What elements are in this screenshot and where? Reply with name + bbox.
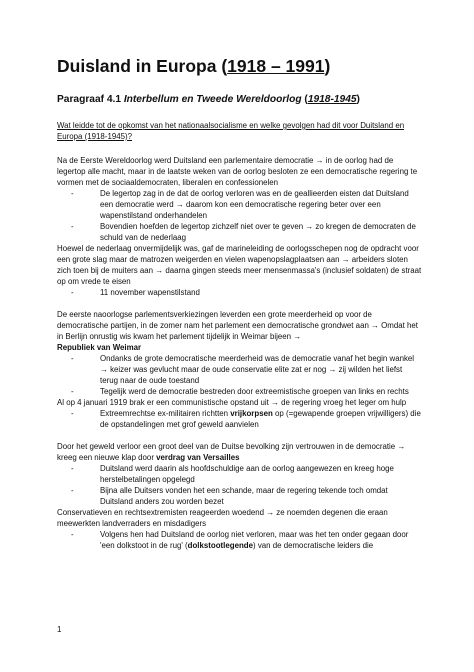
bold-term: vrijkorpsen (230, 409, 273, 418)
bullet-dash: - (71, 288, 74, 297)
bullet-dash: - (71, 464, 74, 473)
bullet-dash: - (71, 189, 74, 198)
paragraph: Conservatieven en rechtsextremisten reageerden woedend → ze noemden degenen die eraan meewerkten landverraders en misdadigers (57, 508, 388, 528)
bullet-text: Bijna alle Duitsers vonden het een schande, maar de regering tekende toch omdat Duitsland anders zou worden bezet (100, 486, 388, 506)
paragraph-text: Door het geweld verloor een groot deel van de Duitse bevolking zijn vertrouwen in de democratie → kreeg een nieuwe klap door (57, 442, 406, 462)
title-close: ) (324, 56, 331, 76)
page-number: 1 (57, 625, 62, 634)
bullet-item (57, 529, 422, 551)
paragraph: Hoewel de nederlaag onvermijdelijk was, gaf de marineleiding de oorlogsschepen nog de opdracht voor een grote slag maar de matrozen weigerden en vielen wapenopslagplaatsen aan → arbeiders sloten zich toen bij de muiters aan → daarna gingen steeds meer mensenmassa's (inclusief soldaten) de straat op om vrede te eisen (57, 244, 422, 286)
title-text: Duisland in Europa ( (57, 56, 228, 76)
paragraph-text: De eerste naoorlogse parlementsverkiezingen leverden een grote meerderheid op voor de democratische partijen, in de zomer nam het parlement een democratische grondwet aan → Omdat het in Berlijn onrustig wis kwam het parlement tijdelijk in Weimar bijeen → (57, 310, 418, 341)
bullet-text: 11 november wapenstilstand (100, 288, 200, 297)
bullet-text (100, 408, 422, 430)
paragraph (57, 309, 422, 353)
bullet-text-part: Extreemrechtse ex-militairen richtten (100, 409, 231, 418)
bold-term: verdrag van Versailles (156, 453, 240, 462)
bullet-item (57, 485, 422, 507)
bullet-item (57, 408, 422, 430)
bullet-item (57, 386, 422, 397)
paragraph: Na de Eerste Wereldoorlog werd Duitsland een parlementaire democratie → in de oorlog had de legertop alle macht, maar in de laatste weken van de oorlog besloten ze een democratische regering te vormen met de sociaaldemocraten, liberalen en confessionelen (57, 156, 418, 187)
bullet-item (57, 188, 422, 221)
bullet-text: Bovendien hoefden de legertop zichzelf niet over te geven → zo kregen de democraten de schuld van de nederlaag (100, 222, 416, 242)
bullet-item (57, 463, 422, 485)
bullet-text-part: Volgens hen had Duitsland de oorlog niet verloren, maar was het ten onder gegaan door 'een dolkstoot in de rug' ( (100, 530, 409, 550)
bullet-text: Ondanks de grote democratische meerderheid was de democratie vanaf het begin wankel → keizer was gevlucht maar de oude conservatie elite zat er nog → zij wilden het liefst terug naar de oude toestand (100, 354, 415, 385)
section-years: 1918-1945 (307, 94, 357, 105)
document-title (57, 56, 330, 77)
central-question: Wat leidde tot de opkomst van het nationaalsocialisme en welke gevolgen had dit voor Duitsland en Europa (1918-1945)? (57, 121, 405, 141)
paragraph: Al op 4 januari 1919 brak er een communistische opstand uit → de regering vroeg het leger om hulp (57, 398, 407, 407)
bullet-text-part: ) van de democratische leiders die (253, 541, 374, 550)
bullet-text: Tegelijk werd de democratie bestreden door extreemistische groepen van links en rechts (100, 387, 409, 396)
bullet-dash: - (71, 486, 74, 495)
title-years: 1918 – 1991 (227, 56, 325, 76)
section-number: Paragraaf 4.1 (57, 94, 124, 105)
section-close: ) (356, 94, 360, 105)
bullet-dash: - (71, 387, 74, 396)
body-text (57, 155, 422, 551)
section-heading (57, 94, 360, 105)
bullet-text: Duitsland werd daarin als hoofdschuldige aan de oorlog aangewezen en kreeg hoge herstelbetalingen opgelegd (100, 464, 394, 484)
section-name: Interbellum en Tweede Wereldoorlog (123, 94, 302, 105)
paragraph (57, 441, 422, 463)
bullet-item (57, 353, 422, 386)
bullet-text-part: op (=gewapende groepen vrijwilligers) die de opstandelingen met grof geweld aanvielen (100, 409, 421, 429)
bullet-item (57, 287, 422, 298)
bullet-dash: - (71, 222, 74, 231)
bullet-text (100, 529, 422, 551)
bullet-dash: - (71, 354, 74, 363)
bold-term: Republiek van Weimar (57, 343, 142, 352)
bullet-dash: - (71, 409, 74, 418)
bullet-dash: - (71, 530, 74, 539)
bullet-text: De legertop zag in de dat de oorlog verloren was en de geallieerden eisten dat Duitsland een democratie werd → daarom kon een democratische regering beter over een wapenstilstand onderhandelen (100, 189, 409, 220)
section-open: ( (301, 94, 308, 105)
bullet-item (57, 221, 422, 243)
bold-term: dolkstootlegende (187, 541, 253, 550)
